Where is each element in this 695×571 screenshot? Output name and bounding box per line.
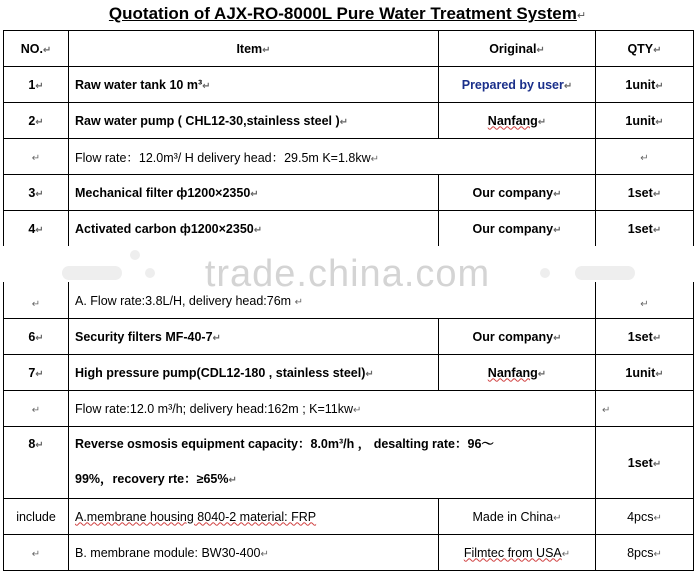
- row-no: ↵: [4, 391, 69, 427]
- row-item: Flow rate：12.0m³/ H delivery head：29.5m K=1.8kw↵: [69, 139, 596, 175]
- row-original: Our company↵: [439, 319, 596, 355]
- table-row: [4, 391, 694, 427]
- row-qty: 1unit↵: [596, 103, 694, 139]
- row-original: Nanfang↵: [439, 103, 596, 139]
- row-qty: 1set↵: [596, 175, 694, 211]
- row-item: Raw water pump ( CHL12-30,stainless steel )↵: [69, 103, 439, 139]
- table-row: [4, 139, 694, 175]
- row-qty: 1set↵: [596, 319, 694, 355]
- row-original: Our company↵: [439, 211, 596, 247]
- row-qty: 8pcs↵: [596, 535, 694, 571]
- row-original: Nanfang↵: [439, 355, 596, 391]
- table-row: [4, 355, 694, 391]
- header-original: Original↵: [439, 31, 596, 67]
- quotation-table: [3, 30, 694, 571]
- table-row: [4, 175, 694, 211]
- row-qty: 1unit↵: [596, 355, 694, 391]
- row-item: Reverse osmosis equipment capacity：8.0m³/h ， desalting rate：96～ 99%，recovery rte：≥65%↵: [69, 427, 596, 499]
- row-original: Our company↵: [439, 175, 596, 211]
- row-no: include: [4, 499, 69, 535]
- watermark: trade.china.com: [204, 253, 491, 295]
- row-original: Prepared by user↵: [439, 67, 596, 103]
- row-item: B. membrane module: BW30-400↵: [69, 535, 439, 571]
- row-qty: ↵: [596, 139, 694, 175]
- row-original: Made in China↵: [439, 499, 596, 535]
- table-header-row: [4, 31, 694, 67]
- row-item: Flow rate:12.0 m³/h; delivery head:162m ; K=11kw↵: [69, 391, 596, 427]
- row-item: Activated carbon ф1200×2350↵: [69, 211, 439, 247]
- header-qty: QTY↵: [596, 31, 694, 67]
- row-no: 3↵: [4, 175, 69, 211]
- row-qty: 4pcs↵: [596, 499, 694, 535]
- row-item: High pressure pump(CDL12-180 , stainless steel)↵: [69, 355, 439, 391]
- row-no: 7↵: [4, 355, 69, 391]
- row-qty: ↵: [596, 247, 694, 319]
- table-row: [4, 535, 694, 571]
- row-qty: 1set↵: [596, 211, 694, 247]
- table-row: [4, 319, 694, 355]
- row-no: 1↵: [4, 67, 69, 103]
- row-no: ↵: [4, 247, 69, 319]
- row-no: 8↵: [4, 427, 69, 499]
- document-title: Quotation of AJX-RO-8000L Pure Water Treatment System↵: [108, 4, 587, 23]
- paragraph-mark-icon: ↵: [576, 10, 587, 22]
- row-item: A. Flow rate:3.8L/H, delivery head:76m ↵: [69, 247, 596, 319]
- row-no: ↵: [4, 535, 69, 571]
- row-item: Mechanical filter ф1200×2350↵: [69, 175, 439, 211]
- row-no: 2↵: [4, 103, 69, 139]
- table-row: [4, 499, 694, 535]
- header-item: Item↵: [69, 31, 439, 67]
- table-row: [4, 67, 694, 103]
- row-qty: 1set↵: [596, 427, 694, 499]
- row-item: Security filters MF-40-7↵: [69, 319, 439, 355]
- table-row: [4, 427, 694, 499]
- row-qty: ↵: [596, 391, 694, 427]
- row-qty: 1unit↵: [596, 67, 694, 103]
- header-no: NO.↵: [4, 31, 69, 67]
- table-row: [4, 103, 694, 139]
- row-item: Raw water tank 10 m³↵: [69, 67, 439, 103]
- row-no: 4↵: [4, 211, 69, 247]
- row-no: 6↵: [4, 319, 69, 355]
- row-no: ↵: [4, 139, 69, 175]
- row-original: Filmtec from USA↵: [439, 535, 596, 571]
- table-row: [4, 211, 694, 247]
- row-item: A.membrane housing 8040-2 material: FRP: [69, 499, 439, 535]
